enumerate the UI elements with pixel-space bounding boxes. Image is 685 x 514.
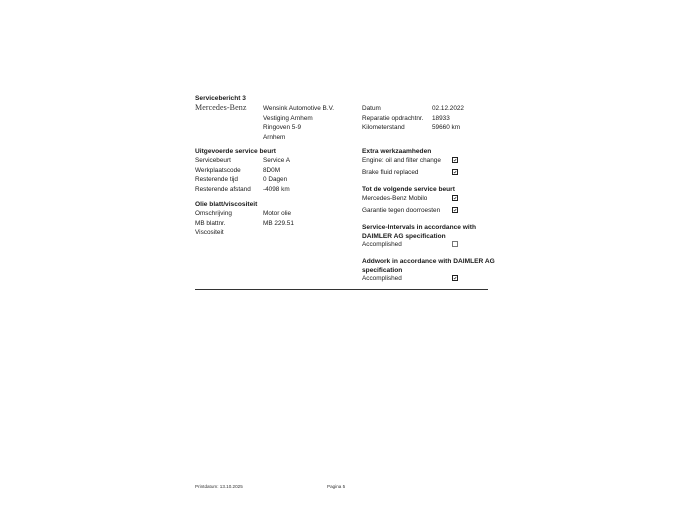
- oil-label: MB blattnr.: [195, 219, 226, 227]
- service-label: Werkplaatscode: [195, 166, 241, 174]
- section-heading: Extra werkzaamheden: [362, 148, 432, 155]
- checkmark-icon: [453, 276, 457, 280]
- section-heading: Tot de volgende service beurt: [362, 186, 455, 193]
- service-label: Resterende afstand: [195, 185, 251, 193]
- checkmark-icon: [453, 158, 457, 162]
- checkmark-icon: [453, 170, 457, 174]
- dealer-line: Wensink Automotive B.V.: [263, 105, 335, 112]
- oil-value: MB 229.51: [263, 219, 294, 227]
- brand-logo-text: Mercedes-Benz: [195, 103, 247, 112]
- page-number: Pagina 5: [327, 484, 346, 489]
- checkbox[interactable]: [452, 275, 458, 281]
- service-value: -4098 km: [263, 185, 290, 193]
- extra-item-label: Engine: oil and filter change: [362, 157, 441, 164]
- dealer-line: Vestiging Arnhem: [263, 114, 313, 122]
- info-value-date: 02.12.2022: [432, 105, 464, 112]
- service-label: Resterende tijd: [195, 176, 238, 183]
- dealer-line: Ringoven 5-9: [263, 124, 302, 131]
- checkbox[interactable]: [452, 169, 458, 175]
- checkbox[interactable]: [452, 195, 458, 201]
- accomplished-label: Accomplished: [362, 241, 402, 248]
- next-item-label: Mercedes-Benz Mobilo: [362, 195, 428, 202]
- section-heading: Addwork in accordance with DAIMLER AG: [362, 258, 495, 265]
- print-date: Printdatum: 13.10.2025: [195, 484, 243, 489]
- section-heading: Olie blatt/viscositeit: [195, 201, 258, 208]
- section-heading: specification: [362, 267, 403, 274]
- checkmark-icon: [453, 196, 457, 200]
- dealer-line: Arnhem: [263, 133, 286, 141]
- service-value: 8D0M: [263, 166, 281, 174]
- section-divider: [195, 289, 488, 290]
- section-heading: DAIMLER AG specification: [362, 233, 446, 240]
- oil-label: Omschrijving: [195, 210, 232, 217]
- page-title: Servicebericht 3: [195, 95, 246, 102]
- checkbox[interactable]: [452, 241, 458, 247]
- service-value: Service A: [263, 157, 290, 164]
- checkmark-icon: [453, 208, 457, 212]
- next-item-label: Garantie tegen doorroesten: [362, 207, 441, 214]
- checkbox[interactable]: [452, 157, 458, 163]
- section-heading: Service-Intervals in accordance with: [362, 224, 476, 231]
- checkbox[interactable]: [452, 207, 458, 213]
- oil-label: Viscositeit: [195, 229, 224, 236]
- info-label-mileage: Kilometerstand: [362, 124, 405, 131]
- section-heading: Uitgevoerde service beurt: [195, 148, 276, 155]
- service-value: 0 Dagen: [263, 176, 288, 183]
- extra-item-label: Brake fluid replaced: [362, 169, 419, 176]
- info-value-order: 18933: [432, 114, 450, 122]
- service-label: Servicebeurt: [195, 157, 231, 164]
- info-value-mileage: 59660 km: [432, 124, 461, 131]
- oil-value: Motor olie: [263, 210, 292, 217]
- accomplished-label: Accomplished: [362, 275, 402, 282]
- info-label-date: Datum: [362, 105, 381, 112]
- info-label-order: Reparatie opdrachtnr.: [362, 114, 424, 122]
